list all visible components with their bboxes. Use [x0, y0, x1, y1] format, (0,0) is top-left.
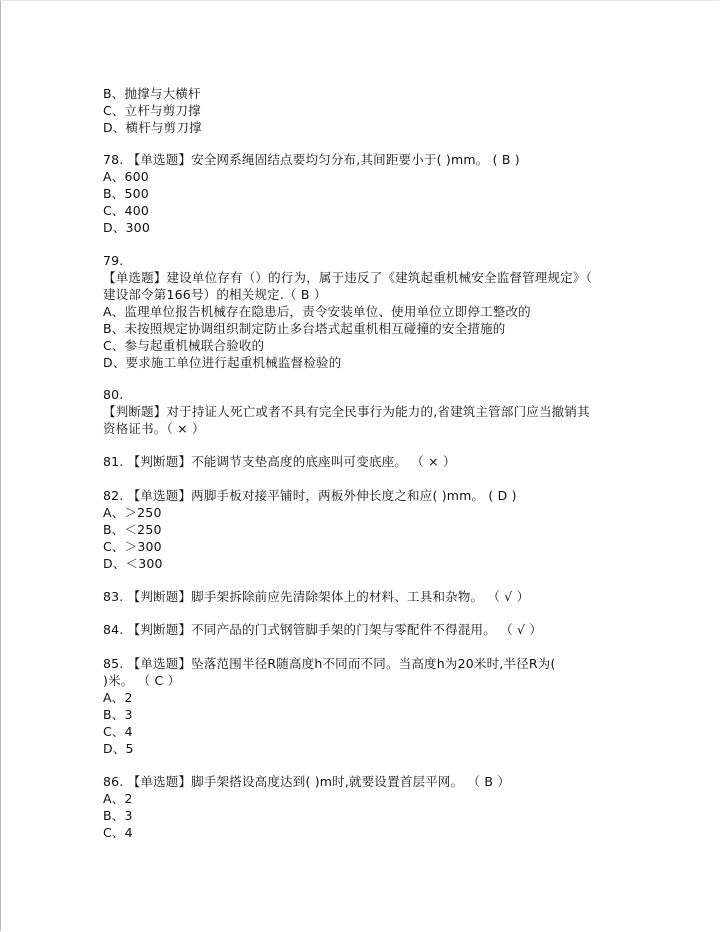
- question-80: 【判断题】对于持证人死亡或者不具有完全民事行为能力的,省建筑主管部门应当撤销其: [103, 404, 590, 419]
- question-80-cont: 资格证书。（ × ）: [103, 421, 205, 436]
- option-line: B、3: [103, 707, 133, 722]
- question-79-cont: 建设部令第166号）的相关规定.（ B ）: [103, 287, 327, 302]
- option-line: A、监理单位报告机械存在隐患后，责令安装单位、使用单位立即停工整改的: [103, 304, 531, 319]
- option-line: D、＜300: [103, 556, 163, 571]
- question-80-number: 80.: [103, 387, 124, 402]
- question-85-cont: )米。 （ C ）: [103, 673, 181, 688]
- option-line: B、3: [103, 808, 133, 823]
- option-line: B、＜250: [103, 522, 162, 537]
- question-79: 【单选题】建设单位存有（）的行为，属于违反了《建筑起重机械安全监督管理规定》（: [103, 270, 593, 285]
- option-line: A、2: [103, 791, 133, 806]
- option-line: D、300: [103, 220, 150, 235]
- option-line: D、5: [103, 741, 134, 756]
- option-line: D、横杆与剪刀撑: [103, 120, 202, 135]
- option-line: C、参与起重机械联合验收的: [103, 338, 265, 353]
- option-line: D、要求施工单位进行起重机械监督检验的: [103, 355, 342, 370]
- option-line: C、立杆与剪刀撑: [103, 103, 201, 118]
- option-line: B、未按照规定协调组织制定防止多台塔式起重机相互碰撞的安全措施的: [103, 321, 506, 336]
- option-line: A、＞250: [103, 505, 162, 520]
- question-78: 78. 【单选题】安全网系绳固结点要均匀分布,其间距要小于( )mm。 ( B ): [103, 152, 520, 167]
- option-line: A、2: [103, 690, 133, 705]
- option-line: C、4: [103, 825, 133, 840]
- question-86: 86. 【单选题】脚手架搭设高度达到( )m时,就要设置首层平网。 （ B ）: [103, 774, 511, 789]
- question-82: 82. 【单选题】两脚手板对接平铺时，两板外伸长度之和应( )mm。 ( D ): [103, 488, 517, 503]
- option-line: C、400: [103, 203, 150, 218]
- question-79-number: 79.: [103, 253, 124, 268]
- question-83: 83. 【判断题】脚手架拆除前应先清除架体上的材料、工具和杂物。 （ √ ）: [103, 589, 530, 604]
- option-line: B、抛撑与大横杆: [103, 86, 201, 101]
- option-line: C、＞300: [103, 539, 162, 554]
- option-line: A、600: [103, 169, 149, 184]
- option-line: C、4: [103, 724, 133, 739]
- option-line: B、500: [103, 186, 149, 201]
- question-85: 85. 【单选题】坠落范围半径R随高度h不同而不同。当高度h为20米时,半径R为(: [103, 656, 556, 671]
- question-84: 84. 【判断题】不同产品的门式钢管脚手架的门架与零配件不得混用。 （ √ ）: [103, 622, 543, 637]
- question-81: 81. 【判断题】不能调节支垫高度的底座叫可变底座。 （ × ）: [103, 454, 456, 469]
